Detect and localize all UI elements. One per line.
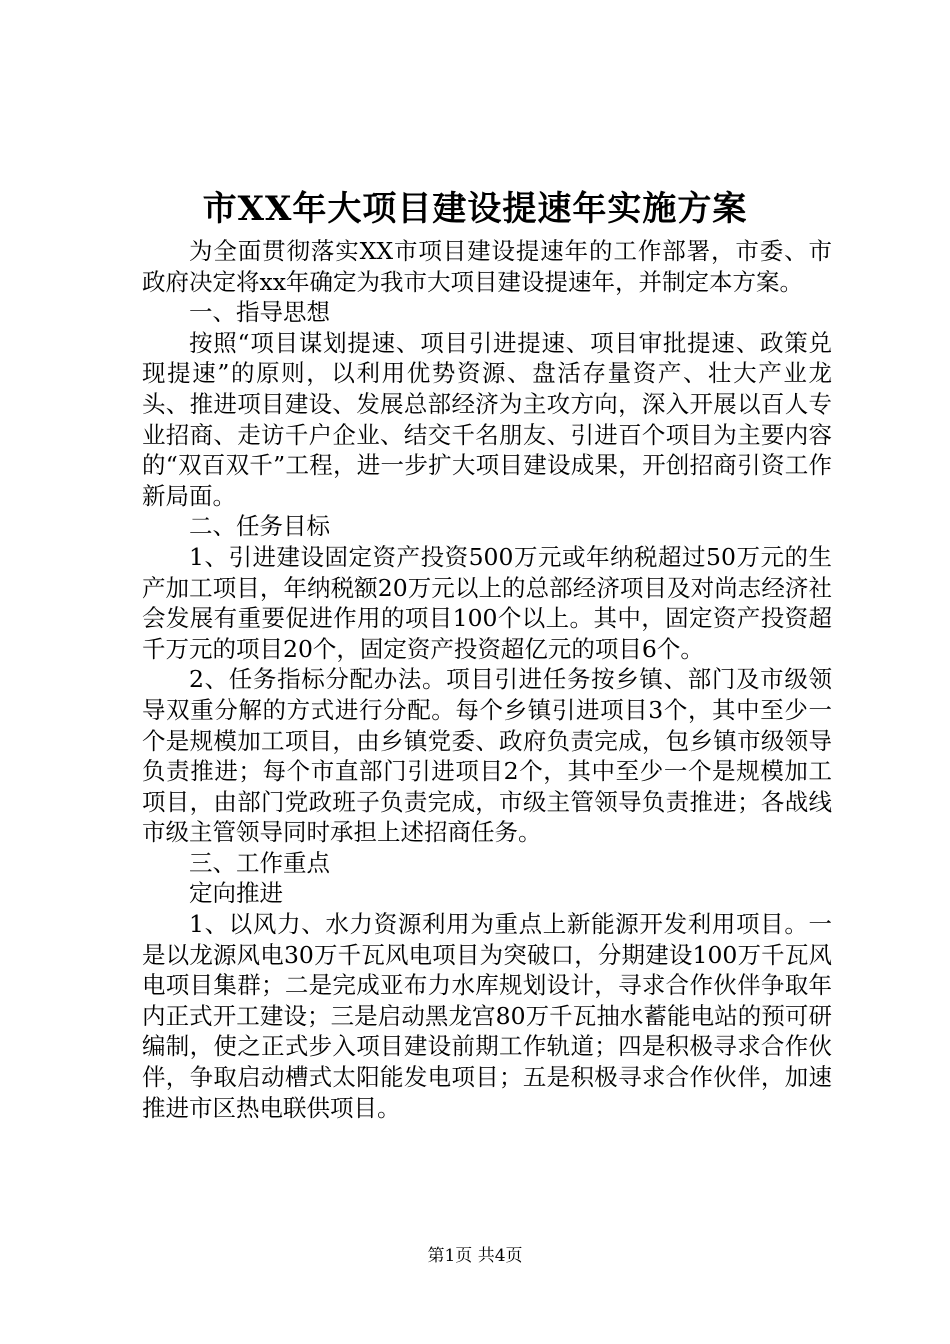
work-focus-item-1: 1、以风力、水力资源利用为重点上新能源开发利用项目。一是以龙源风电30万千瓦风电项目为突破口，分期建设100万千瓦风电项目集群；二是完成亚布力水库规划设计，寻求合作伙伴争取年内正式开工建设；三是启动黑龙宫80万千瓦抽水蓄能电站的预可研编制，使之正式步入项目建设前期工作轨道；四是积极寻求合作伙伴，争取启动槽式太阳能发电项目；五是积极寻求合作伙伴，加速推进市区热电联供项目。: [142, 910, 832, 1122]
page-number-footer: 第1页 共4页: [427, 1246, 523, 1266]
section-heading-task-goals: 二、任务目标: [189, 512, 330, 541]
document-body: [142, 236, 832, 1123]
section-heading-work-focus: 三、工作重点: [189, 848, 330, 877]
task-goal-item-2: 2、任务指标分配办法。项目引进任务按乡镇、部门及市级领导双重分解的方式进行分配。每个乡镇引进项目3个，其中至少一个是规模加工项目，由乡镇党委、政府负责完成，包乡镇市级领导负责推进；每个市直部门引进项目2个，其中至少一个是规模加工项目，由部门党政班子负责完成，市级主管领导负责推进；各战线市级主管领导同时承担上述招商任务。: [142, 665, 832, 847]
task-goal-item-1: 1、引进建设固定资产投资500万元或年纳税超过50万元的生产加工项目，年纳税额20万元以上的总部经济项目及对尚志经济社会发展有重要促进作用的项目100个以上。其中，固定资产投资超千万元的项目20个，固定资产投资超亿元的项目6个。: [142, 542, 832, 663]
subheading-targeted-promotion: 定向推进: [189, 879, 283, 908]
guiding-ideology-paragraph: 按照“项目谋划提速、项目引进提速、项目审批提速、政策兑现提速”的原则，以利用优势资源、盘活存量资产、壮大产业龙头、推进项目建设、发展总部经济为主攻方向，深入开展以百人专业招商、走访千户企业、结交千名朋友、引进百个项目为主要内容的“双百双千”工程，进一步扩大项目建设成果，开创招商引资工作新局面。: [142, 328, 832, 510]
document-title: 市XX年大项目建设提速年实施方案: [202, 189, 748, 229]
section-heading-guiding-ideology: 一、指导思想: [189, 298, 330, 327]
intro-paragraph: 为全面贯彻落实XX市项目建设提速年的工作部署，市委、市政府决定将xx年确定为我市大项目建设提速年，并制定本方案。: [142, 237, 832, 296]
